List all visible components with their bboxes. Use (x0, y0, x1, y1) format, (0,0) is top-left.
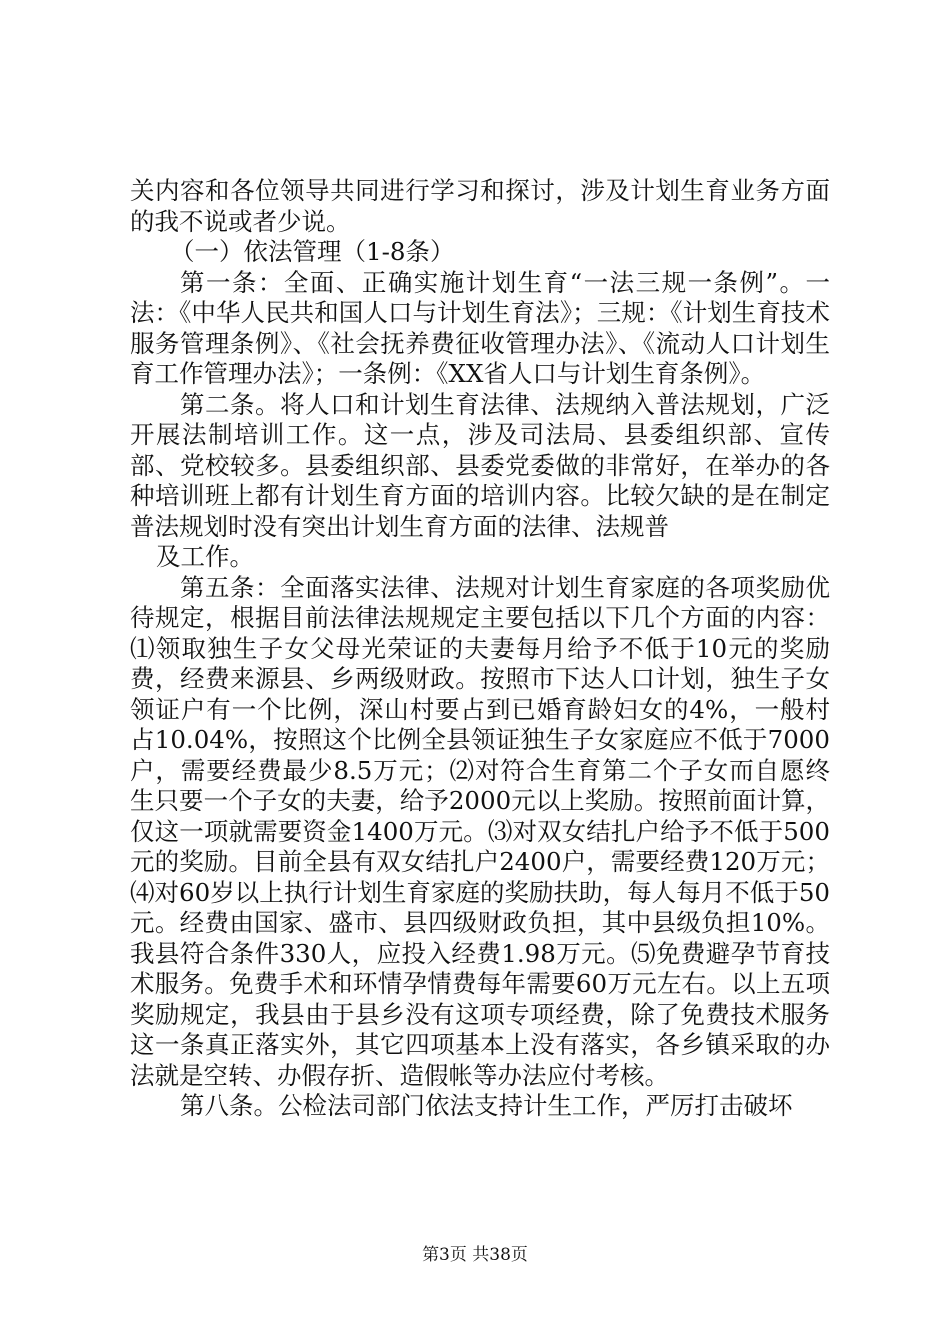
page-number-footer: 第3页 共38页 (422, 1245, 528, 1265)
paragraph-article-8: 第八条。公检法司部门依法支持计生工作，严厉打击破坏 (180, 1091, 793, 1120)
paragraph-article-5: 第五条：全面落实法律、法规对计划生育家庭的各项奖励优待规定，根据目前法律法规规定主要包括以下几个方面的内容：⑴领取独生子女父母光荣证的夫妻每月给予不低于10元的奖励费，经费来源县、乡两级财政。按照市下达人口计划，独生子女领证户有一个比例，深山村要占到已婚育龄妇女的4%，一般村占10.04%，按照这个比例全县领证独生子女家庭应不低于7000户，需要经费最少8.5万元；⑵对符合生育第二个子女而自愿终生只要一个子女的夫妻，给予2000元以上奖励。按照前面计算，仅这一项就需要资金1400万元。⑶对双女结扎户给予不低于500元的奖励。目前全县有双女结扎户2400户，需要经费120万元；⑷对60岁以上执行计划生育家庭的奖励扶助，每人每月不低于50元。经费由国家、盛市、县四级财政负担，其中县级负担10%。我县符合条件330人，应投入经费1.98万元。⑸免费避孕节育技术服务。免费手术和环情孕情费每年需要60万元左右。以上五项奖励规定，我县由于县乡没有这项专项经费，除了免费技术服务这一条真正落实外，其它四项基本上没有落实，各乡镇采取的办法就是空转、办假存折、造假帐等办法应付考核。 (130, 572, 830, 1090)
section-heading: （一）依法管理（1-8条） (170, 237, 455, 266)
paragraph-article-2-tail: 及工作。 (156, 542, 254, 571)
paragraph-article-1: 第一条：全面、正确实施计划生育“一法三规一条例”。一法：《中华人民共和国人口与计划生育法》；三规：《计划生育技术服务管理条例》、《社会抚养费征收管理办法》、《流动人口计划生育工作管理办法》；一条例：《XX省人口与计划生育条例》。 (130, 267, 830, 388)
paragraph-article-2: 第二条。将人口和计划生育法律、法规纳入普法规划，广泛开展法制培训工作。这一点，涉及司法局、县委组织部、宣传部、党校较多。县委组织部、县委党委做的非常好，在举办的各种培训班上都有计划生育方面的培训内容。比较欠缺的是在制定普法规划时没有突出计划生育方面的法律、法规普 (130, 389, 830, 541)
paragraph-continuation: 关内容和各位领导共同进行学习和探讨，涉及计划生育业务方面的我不说或者少说。 (130, 176, 830, 236)
document-body (130, 176, 830, 1122)
